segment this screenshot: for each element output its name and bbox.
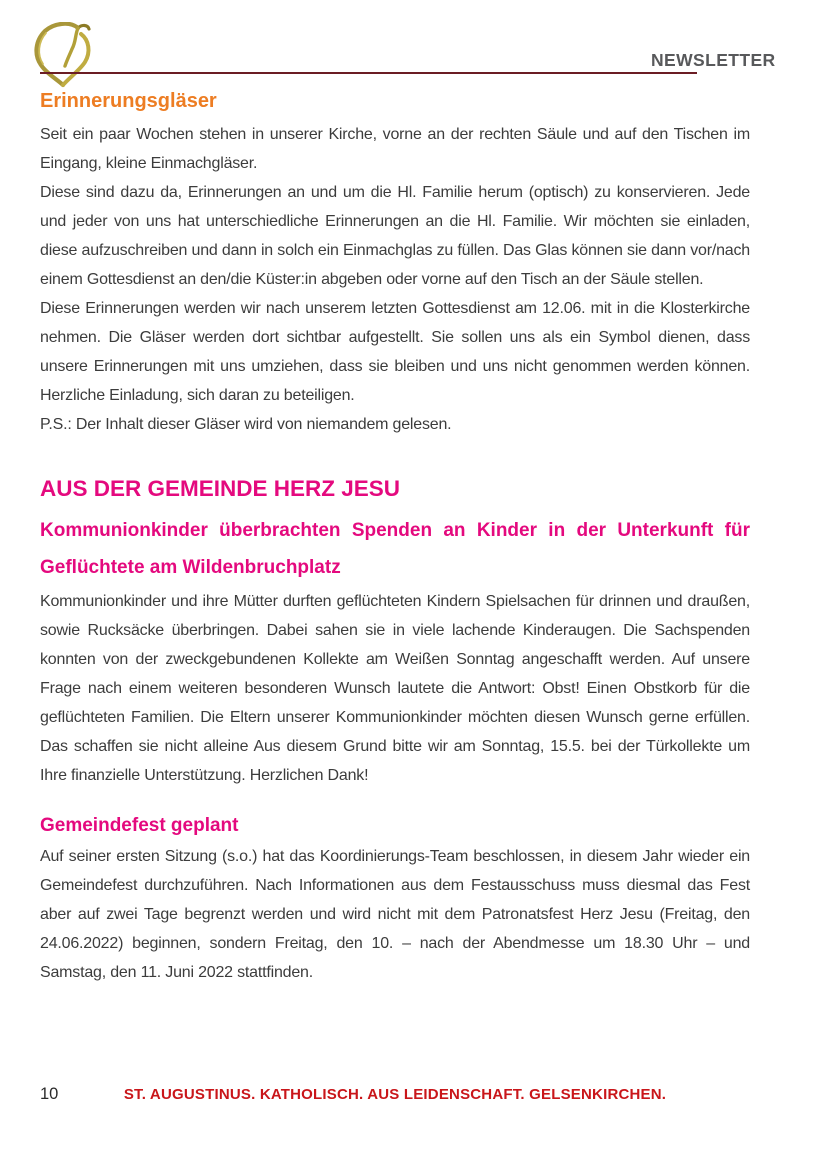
newsletter-label: NEWSLETTER: [651, 50, 776, 70]
footer-slogan: ST. AUGUSTINUS. KATHOLISCH. AUS LEIDENSCHAFT. GELSENKIRCHEN.: [123, 1086, 667, 1103]
paragraph: Kommunionkinder und ihre Mütter durften geflüchteten Kindern Spielsachen für drinnen und draußen, sowie Rucksäcke überbringen. Dabei sahen sie in viele lachende Kinderaugen. Die Sachspenden konnten von der zweckgebundenen Kollekte am Weißen Sonntag angeschafft werden. Auf unsere Frage nach einem weiteren besonderen Wunsch lautete die Antwort: Obst! Einen Obstkorb für die geflüchteten Familien. Die Eltern unserer Kommunionkinder möchten diesen Wunsch gerne erfüllen. Das schaffen sie nicht alleine Aus diesem Grund bitte wir am Sonntag, 15.5. bei der Türkollekte um Ihre finanzielle Unterstützung. Herzlichen Dank!: [40, 593, 750, 784]
article-title-erinnerungsglaeser: Erinnerungsgläser: [40, 90, 217, 112]
header-rule: [40, 72, 697, 74]
paragraph: Seit ein paar Wochen stehen in unserer Kirche, vorne an der rechten Säule und auf den Tischen im Eingang, kleine Einmachgläser.: [40, 126, 750, 172]
paragraph: Diese sind dazu da, Erinnerungen an und um die Hl. Familie herum (optisch) zu konservieren. Jede und jeder von uns hat unterschiedliche Erinnerungen an die Hl. Familie. Wir möchten sie einladen, diese aufzuschreiben und dann in solch ein Einmachglas zu füllen. Das Glas können sie dann vor/nach einem Gottesdienst an den/die Küster:in abgeben oder vorne auf den Tisch an der Säule stellen.: [40, 184, 750, 288]
heart-logo-icon: [32, 22, 96, 88]
paragraph: P.S.: Der Inhalt dieser Gläser wird von niemandem gelesen.: [40, 416, 452, 433]
paragraph: Auf seiner ersten Sitzung (s.o.) hat das Koordinierungs-Team beschlossen, in diesem Jahr wieder ein Gemeindefest durchzuführen. Nach Informationen aus dem Festausschuss muss diesmal das Fest aber auf zwei Tage begrenzt werden und wird nicht mit dem Patronatsfest Herz Jesu (Freitag, den 24.06.2022) beginnen, sondern Freitag, den 10. – nach der Abendmesse um 18.30 Uhr – und Samstag, den 11. Juni 2022 stattfinden.: [40, 848, 750, 981]
page-footer: [40, 1084, 750, 1108]
paragraph: Diese Erinnerungen werden wir nach unserem letzten Gottesdienst am 12.06. mit in die Klosterkirche nehmen. Die Gläser werden dort sichtbar aufgestellt. Sie sollen uns als ein Symbol dienen, dass unsere Erinnerungen mit uns umziehen, dass sie bleiben und uns nicht genommen werden können. Herzliche Einladung, sich daran zu beteiligen.: [40, 300, 750, 404]
article-title-gemeindefest: Gemeindefest geplant: [40, 815, 239, 836]
section-title-herz-jesu: AUS DER GEMEINDE HERZ JESU: [40, 476, 401, 501]
page-content: [40, 88, 750, 987]
page-number: 10: [40, 1085, 59, 1103]
article-title-kommunionkinder: Kommunionkinder überbrachten Spenden an Kinder in der Unterkunft für Geflüchtete am Wildenbruchplatz: [40, 520, 750, 578]
